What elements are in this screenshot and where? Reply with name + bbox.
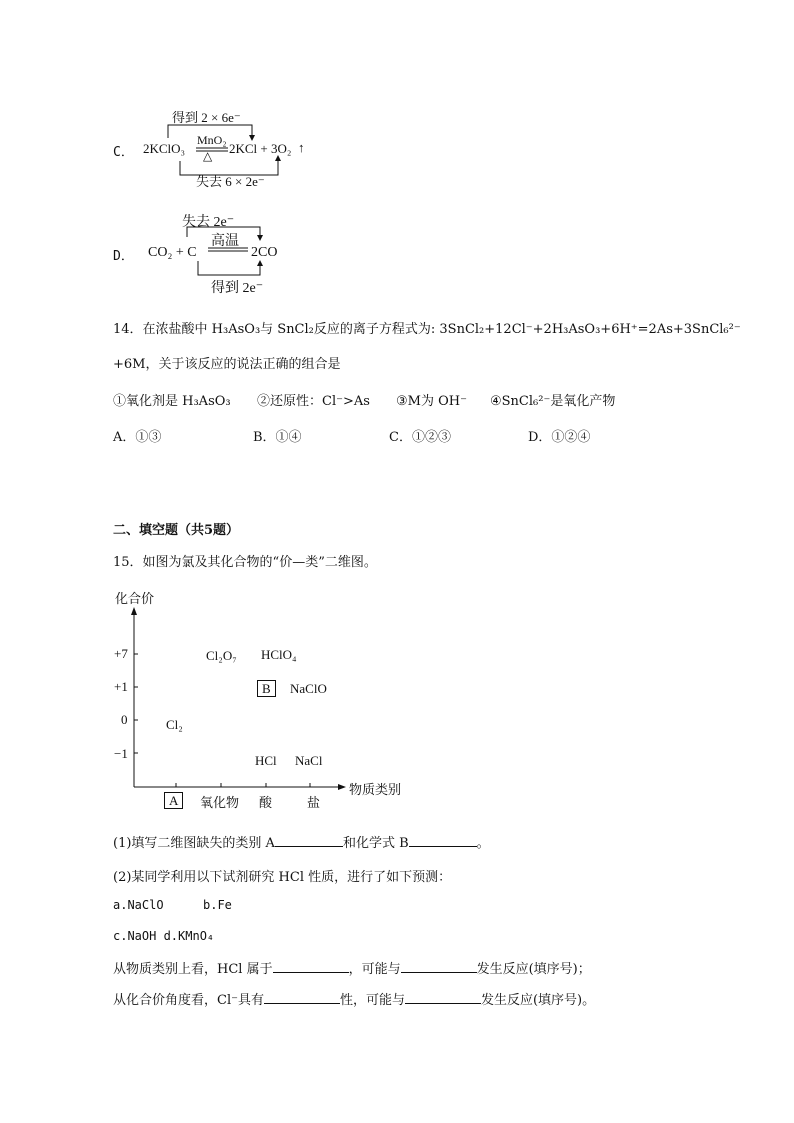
chart-point-naclo: NaClO — [290, 681, 327, 696]
chart-y-tick-plus1: +1 — [114, 679, 128, 694]
q15-sub1 — [113, 832, 490, 851]
q15-sub1-text-b: 和化学式 B — [342, 836, 409, 851]
chart-x-category-a-box: A — [164, 792, 183, 809]
q14-choice-c[interactable]: C．①②③ — [389, 430, 451, 445]
q15-blank-formula-b[interactable] — [409, 832, 477, 847]
option-d-top-note: 失去 2e⁻ — [182, 215, 235, 230]
q15-reagents-cd: c.NaOH d.KMnO₄ — [113, 929, 215, 943]
option-d-bottom-note: 得到 2e⁻ — [211, 281, 264, 296]
gas-up-arrow-icon: ↑ — [298, 140, 305, 155]
option-c-reactant: 2KClO₃ — [143, 141, 186, 156]
q14-statement-1: ①氧化剂是 H₃AsO₃ — [113, 394, 231, 409]
q15-blank-valence-reagents[interactable] — [405, 989, 481, 1004]
q15-sub1-text-c: 。 — [476, 836, 490, 851]
q15-line4-text-a: 从化合价角度看，Cl⁻具有 — [113, 993, 264, 1008]
option-c-catalyst: MnO₂ — [197, 133, 227, 147]
chart-point-hcl: HCl — [255, 753, 277, 768]
chart-x-category-oxide: 氧化物 — [200, 796, 240, 811]
chart-point-nacl: NaCl — [295, 753, 323, 768]
option-c-products: 2KCl + 3O₂ — [229, 141, 292, 156]
q14-choice-a[interactable]: A．①③ — [113, 430, 162, 445]
q14-statement-3: ③M为 OH⁻ — [396, 394, 467, 409]
q15-line3 — [113, 958, 591, 977]
chart-x-category-salt: 盐 — [307, 796, 321, 811]
chart-point-hclo4: HClO₄ — [261, 647, 297, 662]
section-2-title: 二、填空题（共5题） — [113, 523, 240, 538]
q15-blank-class-reagents[interactable] — [401, 958, 477, 973]
option-c-bottom-note: 失去 6 × 2e⁻ — [196, 174, 265, 189]
q15-line3-text-c: 发生反应(填序号)； — [476, 962, 591, 977]
q15-reagent-b: b.Fe — [203, 898, 232, 912]
q15-sub2: (2)某同学利用以下试剂研究 HCl 性质，进行了如下预测： — [113, 870, 452, 885]
q15-line3-text-a: 从物质类别上看，HCl 属于 — [113, 962, 273, 977]
q15-sub1-text-a: (1)填写二维图缺失的类别 A — [113, 836, 275, 851]
q14-statement-2: ②还原性：Cl⁻>As — [257, 394, 370, 409]
q15-blank-category-a[interactable] — [275, 832, 343, 847]
chart-x-axis-title: 物质类别 — [349, 783, 402, 798]
chart-point-cl2: Cl₂ — [166, 717, 183, 732]
option-c-top-note: 得到 2 × 6e⁻ — [172, 110, 241, 125]
q14-stem-line1: 14．在浓盐酸中 H₃AsO₃与 SnCl₂反应的离子方程式为: 3SnCl₂+12Cl⁻+2H₃AsO₃+6H⁺=2As+3SnCl₆²⁻ — [113, 322, 741, 337]
q15-line3-text-b: ，可能与 — [348, 962, 401, 977]
q15-stem: 15．如图为氯及其化合物的“价—类”二维图。 — [113, 555, 377, 570]
chart-y-tick-minus1: −1 — [114, 746, 128, 761]
q15-blank-cl-property[interactable] — [264, 989, 340, 1004]
q15-reagent-a: a.NaClO — [113, 898, 164, 912]
q15-blank-hcl-class[interactable] — [273, 958, 349, 973]
q14-choice-d[interactable]: D．①②④ — [528, 430, 591, 445]
q15-line4-text-c: 发生反应(填序号)。 — [480, 993, 596, 1008]
q15-line4 — [113, 989, 595, 1008]
chart-x-category-acid: 酸 — [259, 796, 273, 811]
option-c-condition: △ — [203, 149, 213, 163]
q14-choice-b[interactable]: B．①④ — [253, 430, 302, 445]
chart-y-axis-title: 化合价 — [115, 592, 155, 607]
option-d-product: 2CO — [251, 245, 278, 260]
chart-y-tick-0: 0 — [121, 712, 128, 727]
q14-stem-line2: +6M，关于该反应的说法正确的组合是 — [113, 357, 341, 372]
chart-point-b-box: B — [257, 680, 276, 697]
option-c-label: C． — [113, 145, 134, 160]
q14-statement-4: ④SnCl₆²⁻是氧化产物 — [490, 394, 616, 409]
chart-y-tick-plus7: +7 — [114, 646, 128, 661]
option-d-label: D． — [113, 249, 134, 264]
chart-point-cl2o7: Cl₂O₇ — [206, 648, 237, 663]
q15-line4-text-b: 性，可能与 — [339, 993, 405, 1008]
option-d-reactants: CO₂ + C — [148, 245, 197, 260]
option-d-condition: 高温 — [211, 234, 239, 249]
